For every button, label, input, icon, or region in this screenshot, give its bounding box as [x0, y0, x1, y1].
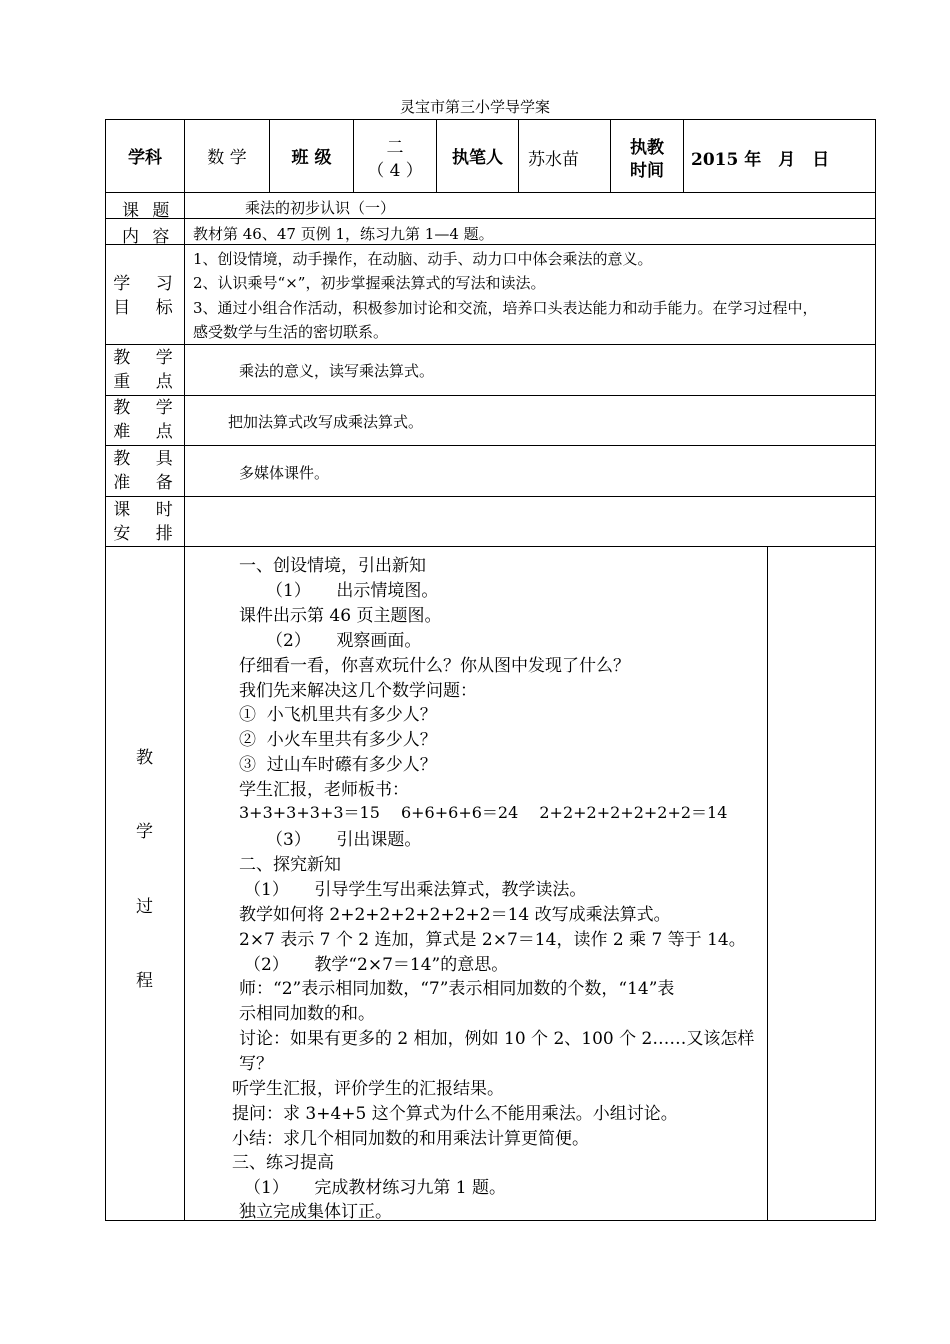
key-label-line2: 重 点	[113, 372, 183, 392]
process-line: （1） 引导学生写出乘法算式，教学读法。	[244, 880, 587, 900]
process-label-char: 学	[136, 822, 153, 842]
process-line: 三、练习提高	[232, 1153, 334, 1173]
process-line: 二、探究新知	[239, 855, 341, 875]
process-label-char: 程	[136, 971, 153, 991]
process-line: 师：“2”表示相同加数，“7”表示相同加数的个数，“14”表	[239, 979, 675, 999]
process-line: 示相同加数的和。	[239, 1004, 375, 1024]
process-line: 教学如何将 2+2+2+2+2+2+2＝14 改写成乘法算式。	[239, 905, 671, 925]
process-line: 听学生汇报，评价学生的汇报结果。	[232, 1079, 504, 1099]
class-value	[354, 119, 436, 192]
tools-value: 多媒体课件。	[239, 464, 330, 482]
author-value: 苏水苗	[528, 150, 579, 170]
process-line: 提问：求 3+4+5 这个算式为什么不能用乘法。小组讨论。	[232, 1104, 678, 1124]
content-label: 内 容	[122, 227, 174, 247]
process-label-char: 教	[136, 748, 153, 768]
tools-label-line1: 教 具	[113, 449, 183, 469]
goal-item: 感受数学与生活的密切联系。	[193, 323, 389, 341]
process-line: ③ 过山车时礤有多少人？	[239, 755, 437, 775]
topic-value: 乘法的初步认识（一）	[245, 199, 396, 217]
table-rule	[105, 445, 876, 446]
table-border-left	[105, 119, 106, 1221]
key-label	[108, 346, 188, 394]
process-line: 3+3+3+3+3＝15 6+6+6+6＝24 2+2+2+2+2+2+2＝14	[239, 803, 728, 822]
process-line: （2） 教学“2×7＝14”的意思。	[244, 955, 509, 975]
process-line: （2） 观察画面。	[266, 631, 422, 651]
difficulty-value: 把加法算式改写成乘法算式。	[228, 413, 424, 431]
key-label-line1: 教 学	[113, 348, 183, 368]
table-rule	[105, 218, 876, 219]
schedule-label	[108, 498, 188, 546]
class-label: 班 级	[291, 148, 332, 168]
process-line: 独立完成集体订正。	[239, 1202, 392, 1222]
goals-label-line2: 目 标	[113, 298, 183, 318]
key-value: 乘法的意义，读写乘法算式。	[239, 362, 435, 380]
table-rule	[105, 546, 876, 547]
table-rule-vertical	[767, 546, 768, 1221]
table-rule-vertical	[518, 119, 519, 192]
time-label-line1: 执教	[630, 138, 664, 158]
table-rule	[105, 244, 876, 245]
table-rule	[105, 344, 876, 345]
class-grade: 二	[386, 138, 404, 158]
table-border-right	[875, 119, 876, 1221]
table-border-bottom	[105, 1220, 876, 1221]
process-line: 写？	[239, 1054, 273, 1074]
schedule-label-line1: 课 时	[113, 500, 183, 520]
goals-label-line1: 学 习	[113, 274, 183, 294]
document-title: 灵宝市第三小学导学案	[399, 98, 550, 116]
tools-label	[108, 447, 188, 495]
goal-item: 2、认识乘号“×”，初步掌握乘法算式的写法和读法。	[193, 274, 546, 292]
process-line: 讨论：如果有更多的 2 相加，例如 10 个 2、100 个 2……又该怎样	[239, 1029, 755, 1049]
process-line: 课件出示第 46 页主题图。	[239, 606, 442, 626]
process-line: 我们先来解决这几个数学问题：	[239, 681, 477, 701]
process-line: （1） 完成教材练习九第 1 题。	[244, 1178, 506, 1198]
time-value: 2015 年 月 日	[691, 150, 830, 170]
table-rule-vertical	[683, 119, 684, 192]
table-rule	[105, 192, 876, 193]
subject-label: 学科	[128, 148, 162, 168]
process-line: 小结：求几个相同加数的和用乘法计算更简便。	[232, 1129, 589, 1149]
process-line: 2×7 表示 7 个 2 连加，算式是 2×7＝14，读作 2 乘 7 等于 14。	[239, 930, 746, 950]
table-rule	[105, 395, 876, 396]
difficulty-label-line1: 教 学	[113, 398, 183, 418]
goal-item: 1、创设情境，动手操作，在动脑、动手、动力口中体会乘法的意义。	[193, 250, 653, 268]
time-label	[611, 119, 683, 192]
process-line: （3） 引出课题。	[266, 830, 422, 850]
class-number: （ 4 ）	[367, 161, 423, 181]
schedule-label-line2: 安 排	[113, 524, 183, 544]
process-line: 一、创设情境，引出新知	[239, 556, 426, 576]
process-label-char: 过	[136, 897, 153, 917]
process-line: ② 小火车里共有多少人？	[239, 730, 437, 750]
content-value: 教材第 46、47 页例 1，练习九第 1—4 题。	[193, 225, 494, 243]
process-line: 学生汇报，老师板书：	[239, 780, 409, 800]
topic-label: 课 题	[122, 201, 174, 221]
author-label: 执笔人	[452, 148, 503, 168]
tools-label-line2: 准 备	[113, 473, 183, 493]
difficulty-label	[108, 396, 188, 444]
goals-label	[108, 272, 188, 320]
subject-value: 数 学	[207, 148, 247, 168]
process-line: ① 小飞机里共有多少人？	[239, 705, 437, 725]
time-label-line2: 时间	[630, 161, 664, 181]
process-line: （1） 出示情境图。	[266, 581, 439, 601]
table-rule	[105, 496, 876, 497]
difficulty-label-line2: 难 点	[113, 422, 183, 442]
goal-item: 3、通过小组合作活动，积极参加讨论和交流，培养口头表达能力和动手能力。在学习过程中，	[193, 299, 818, 317]
process-line: 仔细看一看，你喜欢玩什么？你从图中发现了什么？	[239, 656, 630, 676]
